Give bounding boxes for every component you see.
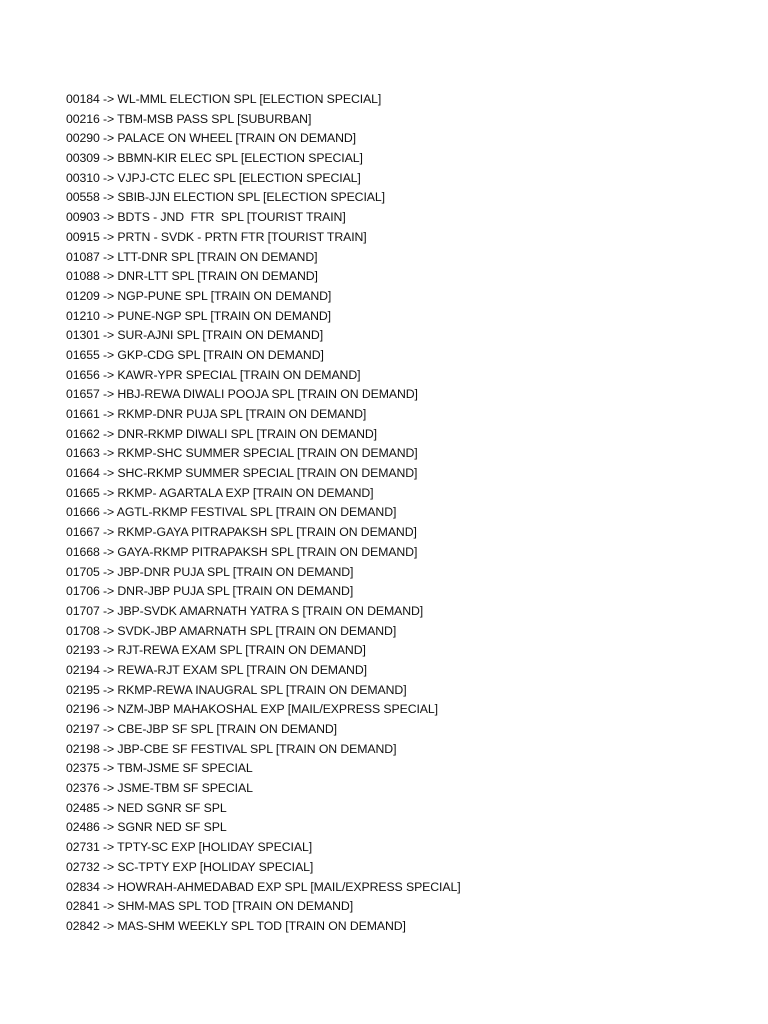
train-list-item: 00184 -> WL-MML ELECTION SPL [ELECTION SPECIAL] <box>66 92 382 106</box>
train-list-item: 01708 -> SVDK-JBP AMARNATH SPL [TRAIN ON DEMAND] <box>66 623 397 638</box>
train-list-item: 02197 -> CBE-JBP SF SPL [TRAIN ON DEMAND] <box>66 722 337 736</box>
train-list-item: 01707 -> JBP-SVDK AMARNATH YATRA S [TRAIN ON DEMAND] <box>66 603 424 618</box>
train-list-item: 01665 -> RKMP- AGARTALA EXP [TRAIN ON DEMAND] <box>66 485 374 500</box>
train-list-item: 01664 -> SHC-RKMP SUMMER SPECIAL [TRAIN ON DEMAND] <box>66 466 418 481</box>
train-list-item: 00915 -> PRTN - SVDK - PRTN FTR [TOURIST TRAIN] <box>66 229 367 244</box>
train-list-item: 01210 -> PUNE-NGP SPL [TRAIN ON DEMAND] <box>66 308 331 323</box>
train-list-item: 02376 -> JSME-TBM SF SPECIAL <box>66 781 253 796</box>
train-list-item: 00290 -> PALACE ON WHEEL [TRAIN ON DEMAND] <box>66 131 356 146</box>
train-list-item: 02375 -> TBM-JSME SF SPECIAL <box>66 761 253 776</box>
train-list-item: 02841 -> SHM-MAS SPL TOD [TRAIN ON DEMAND] <box>66 899 354 914</box>
train-list-item: 01705 -> JBP-DNR PUJA SPL [TRAIN ON DEMAND] <box>66 564 354 579</box>
train-list-item: 01661 -> RKMP-DNR PUJA SPL [TRAIN ON DEMAND] <box>66 407 367 421</box>
train-list-item: 00216 -> TBM-MSB PASS SPL [SUBURBAN] <box>66 111 312 126</box>
train-list-item: 01657 -> HBJ-REWA DIWALI POOJA SPL [TRAIN ON DEMAND] <box>66 387 418 402</box>
train-list-item: 00558 -> SBIB-JJN ELECTION SPL [ELECTION SPECIAL] <box>66 190 385 205</box>
train-list-item: 02195 -> RKMP-REWA INAUGRAL SPL [TRAIN ON DEMAND] <box>66 682 407 697</box>
train-list-item: 02486 -> SGNR NED SF SPL <box>66 820 227 835</box>
train-list-item: 02194 -> REWA-RJT EXAM SPL [TRAIN ON DEMAND] <box>66 662 367 677</box>
train-list-item: 01663 -> RKMP-SHC SUMMER SPECIAL [TRAIN ON DEMAND] <box>66 446 418 461</box>
train-list-item: 01087 -> LTT-DNR SPL [TRAIN ON DEMAND] <box>66 249 318 264</box>
train-list-item: 01666 -> AGTL-RKMP FESTIVAL SPL [TRAIN ON DEMAND] <box>66 505 397 520</box>
train-list-item: 01656 -> KAWR-YPR SPECIAL [TRAIN ON DEMAND] <box>66 367 361 382</box>
train-list-item: 00903 -> BDTS - JND FTR SPL [TOURIST TRAIN] <box>66 210 346 225</box>
train-list-item: 01668 -> GAYA-RKMP PITRAPAKSH SPL [TRAIN ON DEMAND] <box>66 544 418 559</box>
train-list-item: 01301 -> SUR-AJNI SPL [TRAIN ON DEMAND] <box>66 328 324 343</box>
train-list-item: 02732 -> SC-TPTY EXP [HOLIDAY SPECIAL] <box>66 859 314 874</box>
train-list <box>66 90 461 937</box>
train-list-item: 02193 -> RJT-REWA EXAM SPL [TRAIN ON DEMAND] <box>66 643 366 658</box>
train-list-item: 00309 -> BBMN-KIR ELEC SPL [ELECTION SPECIAL] <box>66 151 363 166</box>
train-list-item: 02485 -> NED SGNR SF SPL <box>66 800 227 815</box>
train-list-item: 01209 -> NGP-PUNE SPL [TRAIN ON DEMAND] <box>66 288 332 303</box>
train-list-item: 02842 -> MAS-SHM WEEKLY SPL TOD [TRAIN ON DEMAND] <box>66 918 406 933</box>
train-list-item: 01667 -> RKMP-GAYA PITRAPAKSH SPL [TRAIN ON DEMAND] <box>66 525 417 540</box>
train-list-item: 02198 -> JBP-CBE SF FESTIVAL SPL [TRAIN ON DEMAND] <box>66 741 397 756</box>
train-list-item: 02731 -> TPTY-SC EXP [HOLIDAY SPECIAL] <box>66 840 313 855</box>
train-list-item: 00310 -> VJPJ-CTC ELEC SPL [ELECTION SPECIAL] <box>66 170 361 185</box>
train-list-item: 01706 -> DNR-JBP PUJA SPL [TRAIN ON DEMAND] <box>66 584 354 599</box>
train-list-item: 01662 -> DNR-RKMP DIWALI SPL [TRAIN ON DEMAND] <box>66 426 377 441</box>
train-list-item: 01655 -> GKP-CDG SPL [TRAIN ON DEMAND] <box>66 347 324 362</box>
train-list-item: 02834 -> HOWRAH-AHMEDABAD EXP SPL [MAIL/EXPRESS SPECIAL] <box>66 879 461 894</box>
train-list-item: 01088 -> DNR-LTT SPL [TRAIN ON DEMAND] <box>66 269 318 284</box>
train-list-item: 02196 -> NZM-JBP MAHAKOSHAL EXP [MAIL/EXPRESS SPECIAL] <box>66 702 438 717</box>
